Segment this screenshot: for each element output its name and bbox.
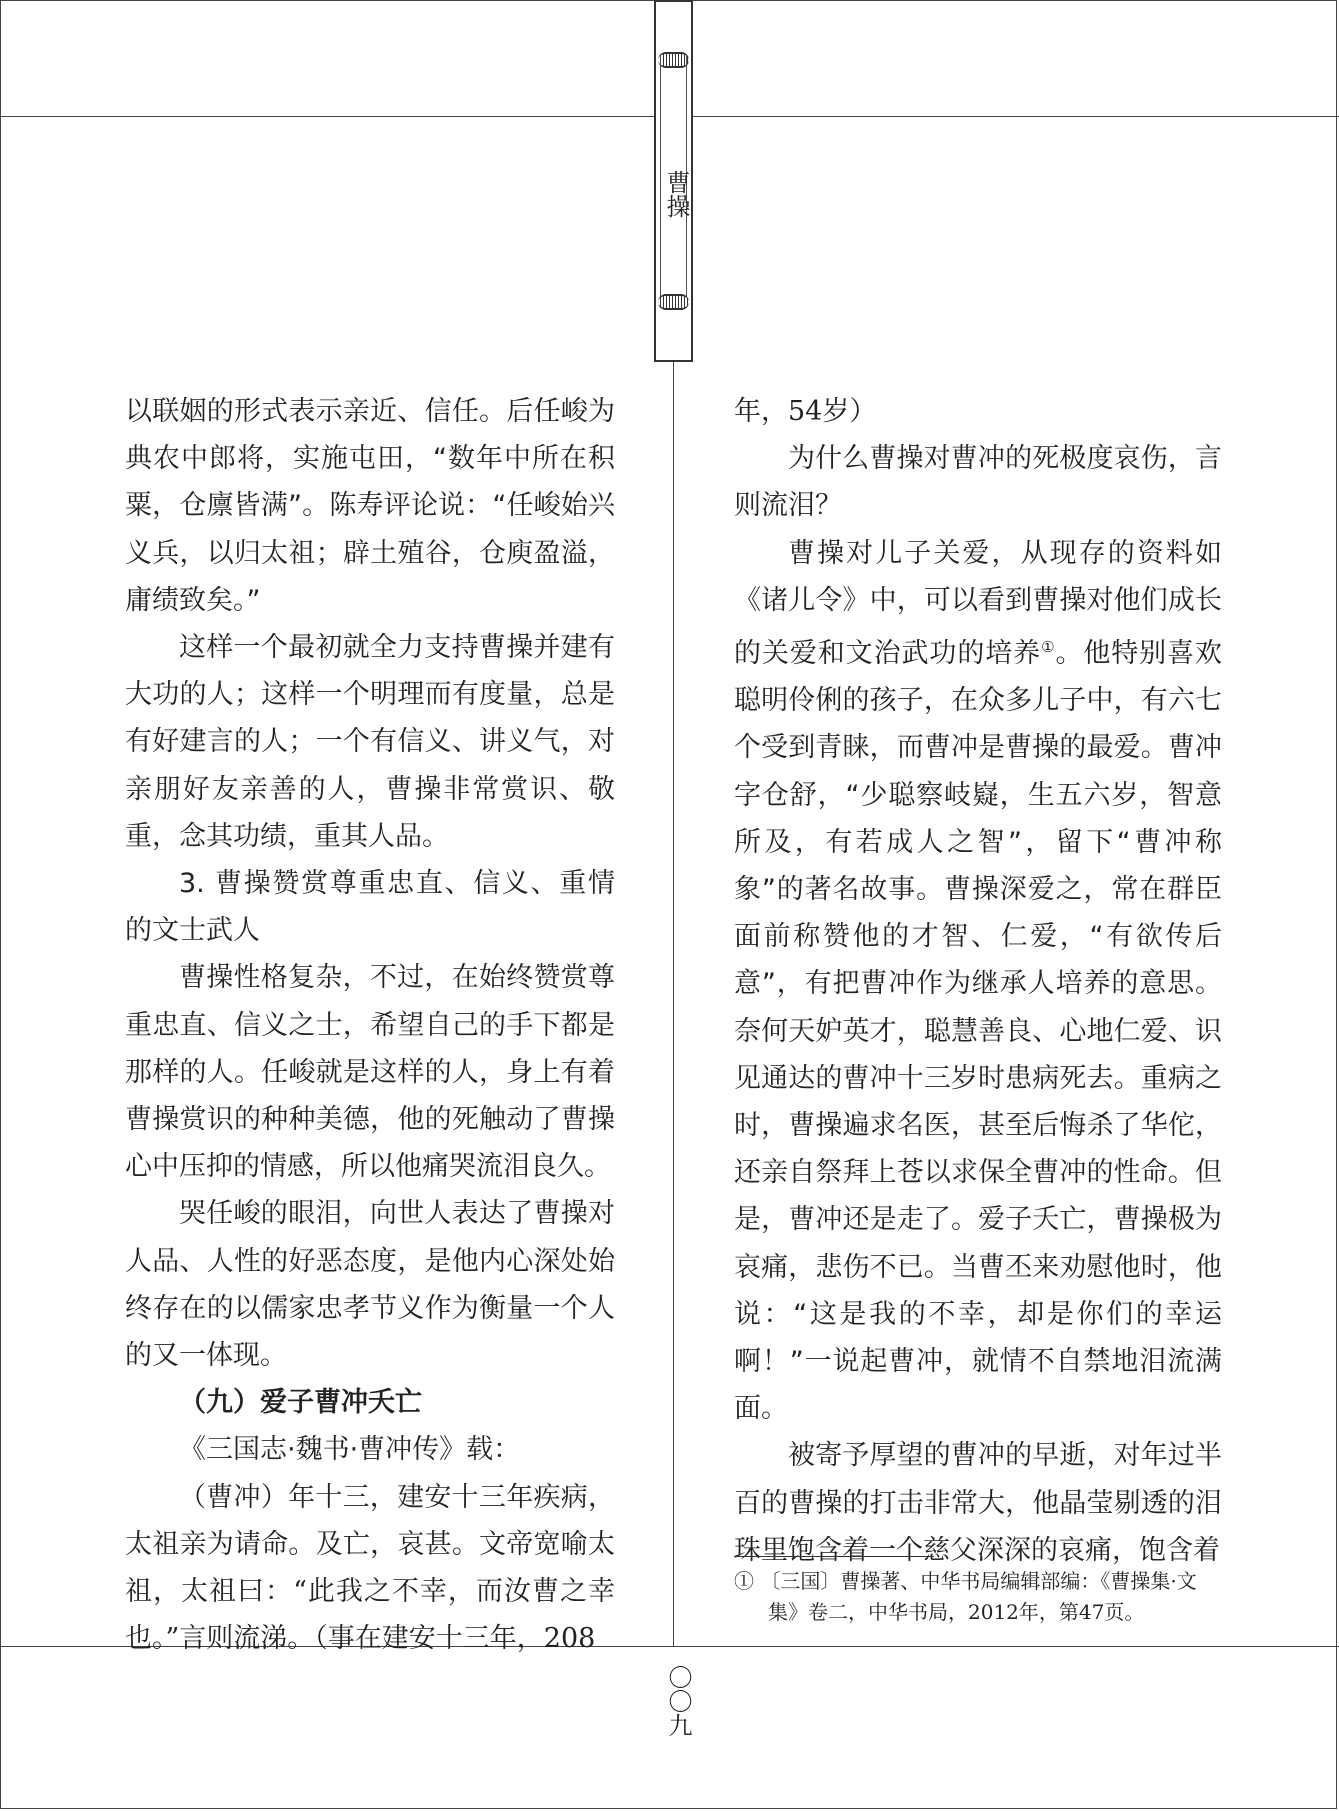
subsection-heading: 3. 曹操赞赏尊重忠直、信义、重情的文士武人 [125,868,615,947]
paragraph [734,530,1222,1433]
right-column [734,388,1222,1574]
footnote [734,1566,1224,1628]
paragraph: 哭任峻的眼泪，向世人表达了曹操对人品、人性的好恶态度，是他内心深处始终存在的以儒家忠孝节义作为衡量一个人的又一体现。 [125,1198,615,1372]
book-title: 曹操 [662,170,690,218]
paragraph-text: 曹操对儿子关爱，从现存的资料如《诸儿令》中，可以看到曹操对他们成长的关爱和文治武功的培养 [734,537,1222,670]
quotation-continued: 年，54岁） [734,396,877,427]
source-line: 《三国志·魏书·曹冲传》载： [179,1434,521,1466]
left-column [125,388,615,1662]
spine-ornament-bottom [658,294,689,310]
paragraph: 被寄予厚望的曹冲的早逝，对年过半百的曹操的打击非常大，他晶莹剔透的泪珠里饱含着一个慈父深深的哀痛，饱含着 [734,1440,1222,1566]
paragraph: 曹操性格复杂，不过，在始终赞赏尊重忠直、信义之士，希望自己的手下都是那样的人。任峻就是这样的人，身上有着曹操赏识的种种美德，他的死触动了曹操心中压抑的情感，所以他痛哭流泪良久。 [125,962,615,1183]
page-number: 〇〇九 [664,1665,692,1737]
paragraph-text: 。他特别喜欢聪明伶俐的孩子，在众多儿子中，有六七个受到青睐，而曹冲是曹操的最爱。曹冲字仓舒，“少聪察岐嶷，生五六岁，智意所及，有若成人之智”，留下“曹冲称象”的著名故事。曹操深爱之，常在群臣面前称赞他的才智、仁爱，“有欲传后意”，有把曹冲作为继承人培养的意思。奈何天妒英才，聪慧善良、心地仁爱、识见通达的曹冲十三岁时患病死去。重病之时，曹操遍求名医，甚至后悔杀了华佗，还亲自祭拜上苍以求保全曹冲的性命。但是，曹冲还是走了。爱子夭亡，曹操极为哀痛，悲伤不已。当曹丕来劝慰他时，他说：“这是我的不幸，却是你们的幸运啊！”一说起曹冲，就情不自禁地泪流满面。 [734,638,1223,1425]
paragraph: 这样一个最初就全力支持曹操并建有大功的人；这样一个明理而有度量，总是有好建言的人；一个有信义、讲义气，对亲朋好友亲善的人，曹操非常赏识、敬重，念其功绩，重其人品。 [125,632,615,852]
footnote-rule [734,1556,934,1557]
column-divider [673,362,674,1646]
paragraph: 以联姻的形式表示亲近、信任。后任峻为典农中郎将，实施屯田，“数年中所在积粟，仓廪皆满”。陈寿评论说：“任峻始兴义兵，以归太祖；辟土殖谷，仓庾盈溢，庸绩致矣。” [125,396,615,616]
quotation: （曹冲）年十三，建安十三年疾病，太祖亲为请命。及亡，哀甚。文帝宽喻太祖，太祖曰：“此我之不幸，而汝曹之幸也。”言则流涕。（事在建安十三年，208 [125,1481,615,1655]
footnote-text: ① 〔三国〕曹操著、中华书局编辑部编：《曹操集·文集》卷二，中华书局，2012年，第47页。 [734,1569,1197,1624]
paragraph: 为什么曹操对曹冲的死极度哀伤，言则流泪？ [734,443,1222,522]
spine-label [654,0,693,362]
footnote-marker[interactable]: ① [1041,638,1056,657]
section-heading: （九）爱子曹冲夭亡 [179,1387,422,1419]
